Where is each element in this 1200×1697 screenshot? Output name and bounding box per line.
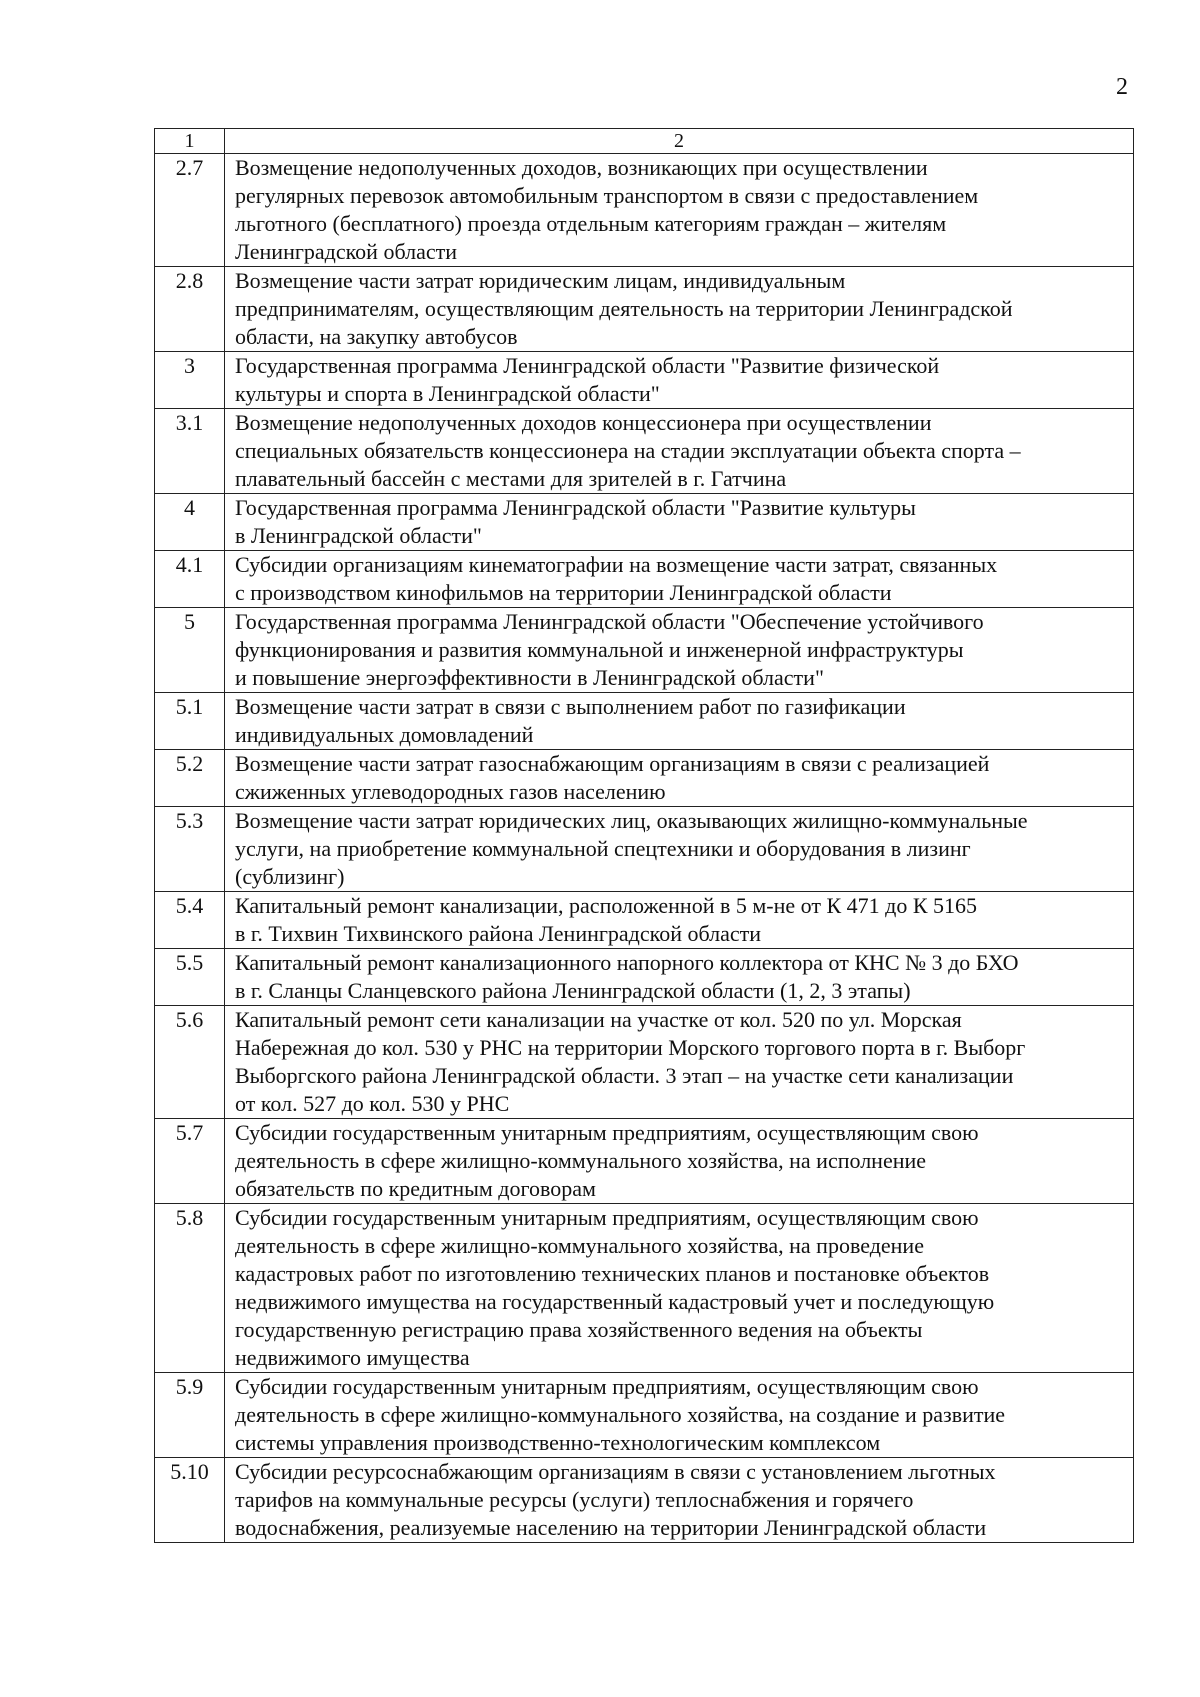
row-description: Субсидии организациям кинематографии на возмещение части затрат, связанных с производством кинофильмов на территории Ленинградской области [225,551,1134,608]
row-description: Субсидии государственным унитарным предприятиям, осуществляющим свою деятельность в сфере жилищно-коммунального хозяйства, на проведение кадастровых работ по изготовлению технических планов и постановке объектов недвижимого имущества на государственный кадастровый учет и последующую государственную регистрацию права хозяйственного ведения на объекты недвижимого имущества [225,1204,1134,1373]
row-number: 4 [155,494,225,551]
table-row [155,1006,1134,1119]
row-description: Капитальный ремонт сети канализации на участке от кол. 520 по ул. Морская Набережная до кол. 530 у РНС на территории Морского торгового порта в г. Выборг Выборгского района Ленинградской области. 3 этап – на участке сети канализации от кол. 527 до кол. 530 у РНС [225,1006,1134,1119]
row-description: Возмещение недополученных доходов концессионера при осуществлении специальных обязательств концессионера на стадии эксплуатации объекта спорта – плавательный бассейн с местами для зрителей в г. Гатчина [225,409,1134,494]
row-description: Субсидии ресурсоснабжающим организациям в связи с установлением льготных тарифов на коммунальные ресурсы (услуги) теплоснабжения и горячего водоснабжения, реализуемые населению на территории Ленинградской области [225,1458,1134,1543]
row-number: 2.7 [155,154,225,267]
row-number: 5.10 [155,1458,225,1543]
row-description: Возмещение части затрат юридических лиц, оказывающих жилищно-коммунальные услуги, на приобретение коммунальной спецтехники и оборудования в лизинг (сублизинг) [225,807,1134,892]
page-number: 2 [1116,74,1128,100]
row-description: Государственная программа Ленинградской области "Обеспечение устойчивого функционирования и развития коммунальной и инженерной инфраструктуры и повышение энергоэффективности в Ленинградской области" [225,608,1134,693]
row-number: 5.4 [155,892,225,949]
row-description: Возмещение части затрат юридическим лицам, индивидуальным предпринимателям, осуществляющим деятельность на территории Ленинградской области, на закупку автобусов [225,267,1134,352]
table-body [155,154,1134,1543]
row-number: 3 [155,352,225,409]
table-row [155,807,1134,892]
column-header-number: 1 [155,129,225,154]
row-description: Возмещение части затрат в связи с выполнением работ по газификации индивидуальных домовладений [225,693,1134,750]
table-row [155,409,1134,494]
row-number: 5.3 [155,807,225,892]
table-row [155,693,1134,750]
row-number: 5.5 [155,949,225,1006]
table-row [155,1373,1134,1458]
subsidies-table [154,128,1134,1543]
row-number: 2.8 [155,267,225,352]
row-description: Возмещение части затрат газоснабжающим организациям в связи с реализацией сжиженных углеводородных газов населению [225,750,1134,807]
table-header-row [155,129,1134,154]
row-number: 5.6 [155,1006,225,1119]
table-row [155,1204,1134,1373]
column-header-description: 2 [225,129,1134,154]
table-row [155,1119,1134,1204]
table-row [155,352,1134,409]
row-description: Субсидии государственным унитарным предприятиям, осуществляющим свою деятельность в сфере жилищно-коммунального хозяйства, на исполнение обязательств по кредитным договорам [225,1119,1134,1204]
row-description: Капитальный ремонт канализации, расположенной в 5 м-не от К 471 до К 5165 в г. Тихвин Тихвинского района Ленинградской области [225,892,1134,949]
table-row [155,608,1134,693]
row-number: 5 [155,608,225,693]
table-row [155,949,1134,1006]
row-description: Возмещение недополученных доходов, возникающих при осуществлении регулярных перевозок автомобильным транспортом в связи с предоставлением льготного (бесплатного) проезда отдельным категориям граждан – жителям Ленинградской области [225,154,1134,267]
row-number: 5.8 [155,1204,225,1373]
table-row [155,892,1134,949]
table-row [155,551,1134,608]
table-header [155,129,1134,154]
row-number: 5.9 [155,1373,225,1458]
row-description: Государственная программа Ленинградской области "Развитие физической культуры и спорта в Ленинградской области" [225,352,1134,409]
table-row [155,1458,1134,1543]
row-number: 5.1 [155,693,225,750]
row-description: Субсидии государственным унитарным предприятиям, осуществляющим свою деятельность в сфере жилищно-коммунального хозяйства, на создание и развитие системы управления производственно-технологическим комплексом [225,1373,1134,1458]
table-row [155,267,1134,352]
table-row [155,750,1134,807]
row-number: 5.7 [155,1119,225,1204]
row-description: Государственная программа Ленинградской области "Развитие культуры в Ленинградской области" [225,494,1134,551]
row-number: 4.1 [155,551,225,608]
row-number: 3.1 [155,409,225,494]
table-row [155,154,1134,267]
row-description: Капитальный ремонт канализационного напорного коллектора от КНС № 3 до БХО в г. Сланцы Сланцевского района Ленинградской области (1, 2, 3 этапы) [225,949,1134,1006]
row-number: 5.2 [155,750,225,807]
table-row [155,494,1134,551]
